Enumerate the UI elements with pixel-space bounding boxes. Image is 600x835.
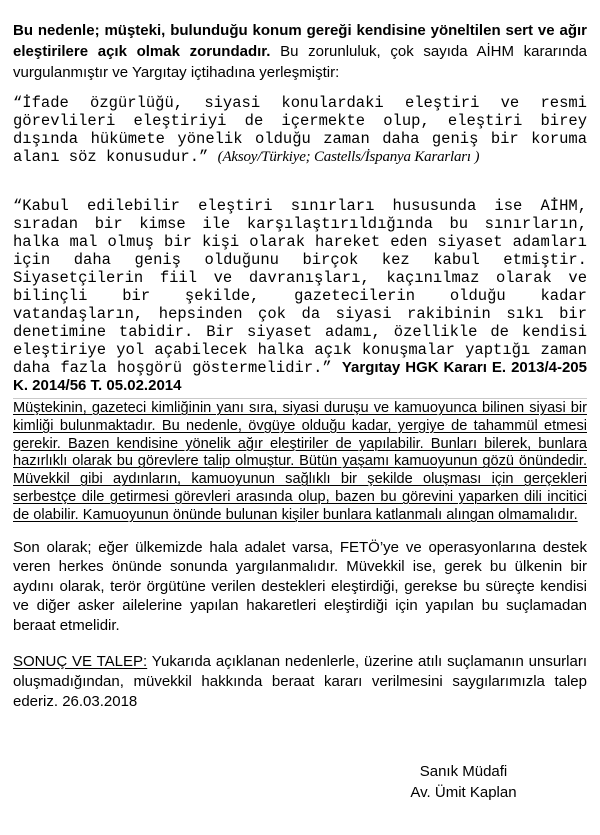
hgk-quote-citation: Yargıtay HGK Kararı E. 2013/4-205 K. 2014/56 T. 05.02.2014 (13, 359, 587, 394)
intro-paragraph (13, 20, 587, 83)
scan-artifact-line (13, 398, 587, 399)
signature-block (376, 761, 551, 803)
intro-lead-bold: Bu nedenle; müşteki, bulunduğu konum gereği kendisine yöneltilen sert ve ağır eleştirilere açık olmak zorundadır. (13, 22, 587, 60)
hgk-quote-text: “Kabul edilebilir eleştiri sınırları hususunda ise AİHM, sıradan bir kimse ile karşılaştırıldığında bu sınırların, halka mal olmuş bir kişi olarak hareket eden siyaset adamları için daha geniş olduğunu birçok kez kabul etmiştir. Siyasetçilerin fiil ve davranışları, kaçınılmaz olarak ve bilinçli bir şekilde, gazetecilerin olduğu kadar vatandaşların, hepsinden çok da siyasi rakibinin sıkı bir denetimine tabidir. Bir siyaset adamı, özellikle de kendisi eleştiriye yol açabilecek halka açık konuşmalar yaptığı zaman daha fazla hoşgörü göstermelidir.” (13, 197, 587, 377)
echr-quote-text: “İfade özgürlüğü, siyasi konulardaki eleştiri ve resmi görevlileri eleştiriyi de içermekte olup, eleştiri birey dışında hükümete yönelik olduğu zaman daha geniş bir koruma alanı söz konusudur.” (13, 94, 587, 166)
hgk-quote-paragraph (13, 197, 587, 395)
conclusion-text: Yukarıda açıklanan nedenlerle, üzerine atılı suçlamanın unsurları oluşmadığından, müvekkil hakkında beraat kararı verilmesini saygılarımızla talep ederiz. 26.03.2018 (13, 653, 588, 711)
closing-paragraph: Son olarak; eğer ülkemizde hala adalet varsa, FETÖ’ye ve operasyonlarına destek veren herkes önünde sonunda yargılanmalıdır. Müvekkil ise, gerek bu ülkenin bir aydını olarak, terör örgütüne verilen destekleri eleştirdiği, gerekse bu süreçte kendisi ve diğer asker ailelerine yapılan hakaretleri eleştirdiği için yapılan bu suçlamadan beraat etmelidir. (13, 538, 587, 634)
conclusion-label: SONUÇ VE TALEP: (13, 653, 148, 671)
echr-quote-paragraph (13, 94, 587, 166)
assessment-underlined-paragraph: Müştekinin, gazeteci kimliğinin yanı sıra, siyasi duruşu ve kamuoyunca bilinen siyasi bir kimliği bulunmaktadır. Bu nedenle, övgüye olduğu kadar, yergiye de tahammül etmesi gerekir. Bazen kendisine yönelik ağır eleştiriler de yapılabilir. Bunları bilerek, bunlara hazırlıklı olarak bu görevlere talip olmuştur. Bütün yaşamı kamuoyunun gözü önündedir. Müvekkil gibi aydınların, kamuoyunun sağlıklı bir şekilde oluşması için gerçekleri serbestçe dile getirmesi görevleri arasında olup, bazen bu görevini yaparken dili incitici de olabilir. Kamuoyunun önünde bulunan kişiler bunlara katlanmalı alıngan olmamalıdır. (13, 400, 587, 523)
signature-role: Sanık Müdafi (419, 763, 508, 781)
signature-name: Av. Ümit Kaplan (410, 784, 517, 802)
echr-quote-citation: (Aksoy/Türkiye; Castells/İspanya Kararları ) (217, 149, 480, 165)
conclusion-paragraph (13, 652, 587, 712)
intro-regular-text: Bu zorunluluk, çok sayıda AİHM kararında vurgulanmıştır ve Yargıtay içtihadına yerleşmiştir: (13, 43, 588, 81)
